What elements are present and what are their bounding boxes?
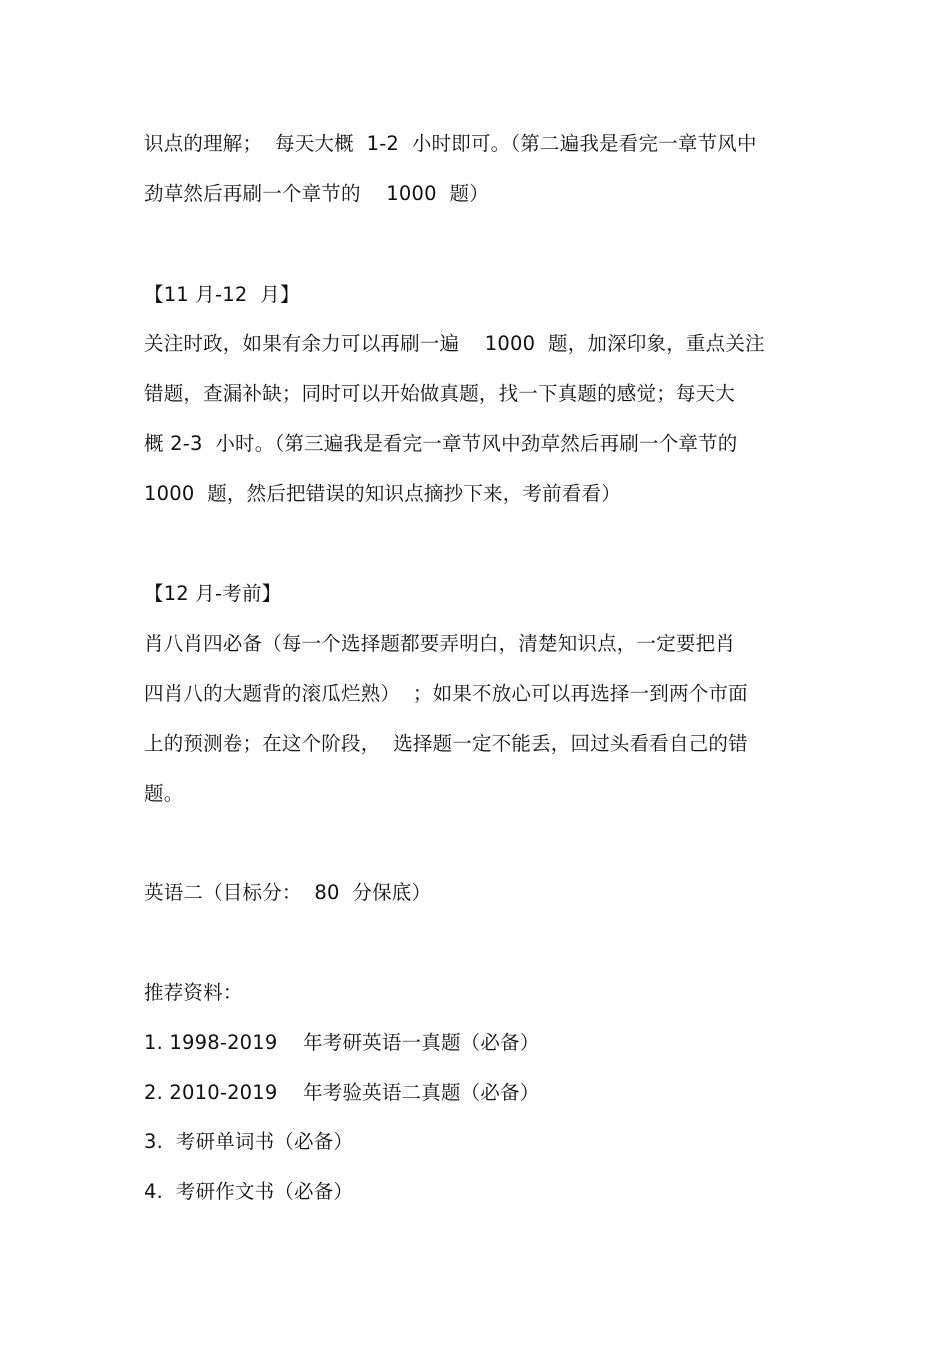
paragraph-line: 劲草然后再刷一个章节的 1000 题）	[144, 182, 489, 205]
list-item: 2. 2010-2019 年考验英语二真题（必备）	[144, 1081, 540, 1104]
list-item: 1. 1998-2019 年考研英语一真题（必备）	[144, 1031, 540, 1054]
paragraph-line: 1000 题，然后把错误的知识点摘抄下来，考前看看）	[144, 482, 621, 505]
paragraph-line: 关注时政，如果有余力可以再刷一遍 1000 题，加深印象，重点关注	[144, 332, 765, 355]
section-heading-dec-exam: 【12 月-考前】	[144, 582, 282, 605]
paragraph-line: 四肖八的大题背的滚瓜烂熟） ；如果不放心可以再选择一到两个市面	[144, 682, 748, 705]
english-two-heading: 英语二（目标分： 80 分保底）	[144, 881, 432, 904]
paragraph-line: 识点的理解； 每天大概 1-2 小时即可。（第二遍我是看完一章节风中	[144, 132, 757, 155]
paragraph-line: 错题，查漏补缺；同时可以开始做真题，找一下真题的感觉；每天大	[144, 382, 736, 405]
paragraph-line: 上的预测卷；在这个阶段， 选择题一定不能丢，回过头看看自己的错	[144, 732, 748, 755]
list-item: 3. 考研单词书（必备）	[144, 1130, 354, 1153]
paragraph-line: 题。	[144, 782, 184, 805]
recommended-materials-label: 推荐资料：	[144, 981, 243, 1004]
list-item: 4. 考研作文书（必备）	[144, 1180, 354, 1203]
section-heading-nov-dec: 【11 月-12 月】	[144, 283, 300, 306]
paragraph-line: 概 2-3 小时。（第三遍我是看完一章节风中劲草然后再刷一个章节的	[144, 432, 738, 455]
paragraph-line: 肖八肖四必备（每一个选择题都要弄明白，清楚知识点，一定要把肖	[144, 632, 736, 655]
